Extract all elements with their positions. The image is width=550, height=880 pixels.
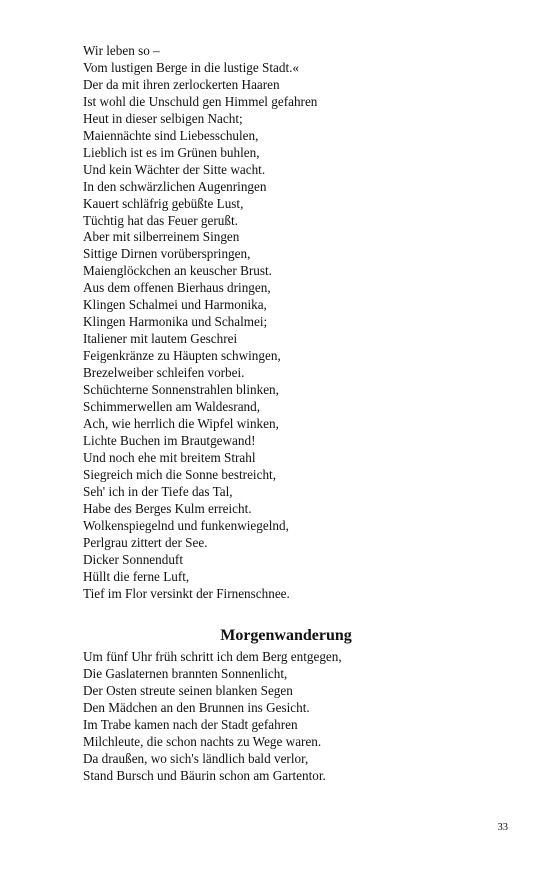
poem-line: Milchleute, die schon nachts zu Wege waren. — [83, 733, 322, 749]
poem-line: Perlgrau zittert der See. — [83, 534, 208, 550]
poem-line: Dicker Sonnenduft — [83, 551, 183, 567]
poem-line: Vom lustigen Berge in die lustige Stadt.« — [83, 59, 299, 75]
poem-line: Sittige Dirnen vorüberspringen, — [83, 246, 251, 262]
poem-line: Italiener mit lautem Geschrei — [83, 331, 238, 347]
poem-line: Ach, wie herrlich die Wipfel winken, — [83, 415, 279, 431]
poem-line: Stand Bursch und Bäurin schon am Gartentor. — [83, 767, 326, 783]
poem-line: Feigenkränze zu Häupten schwingen, — [83, 348, 281, 364]
poem-line: Ist wohl die Unschuld gen Himmel gefahren — [83, 93, 318, 109]
poem-line: Hüllt die ferne Luft, — [83, 568, 190, 584]
poem-line: Aber mit silberreinem Singen — [83, 229, 240, 245]
poem-line: Tüchtig hat das Feuer gerußt. — [83, 212, 238, 228]
poem-line: Aus dem offenen Bierhaus dringen, — [83, 280, 271, 296]
poem-line: Da draußen, wo sich's ländlich bald verlor, — [83, 750, 309, 766]
poem-line: Um fünf Uhr früh schritt ich dem Berg entgegen, — [83, 649, 342, 664]
poem-line: Habe des Berges Kulm erreicht. — [83, 500, 252, 516]
poem-line: Kauert schläfrig gebüßte Lust, — [83, 195, 244, 211]
poem-line: Lieblich ist es im Grünen buhlen, — [83, 144, 260, 160]
poem-line: Seh' ich in der Tiefe das Tal, — [83, 483, 233, 499]
poem-line: Brezelweiber schleifen vorbei. — [83, 365, 245, 381]
poem-title: Morgenwanderung — [220, 627, 352, 644]
poem-line: Wolkenspiegelnd und funkenwiegelnd, — [83, 517, 289, 533]
poem-line: Wir leben so – — [83, 43, 160, 58]
poem-line: Lichte Buchen im Brautgewand! — [83, 432, 256, 448]
poem-line: Den Mädchen an den Brunnen ins Gesicht. — [83, 699, 310, 715]
poem-line: Im Trabe kamen nach der Stadt gefahren — [83, 716, 298, 732]
poem-line: Heut in dieser selbigen Nacht; — [83, 110, 243, 126]
poem-line: Und noch ehe mit breitem Strahl — [83, 449, 256, 465]
poem-continuation — [83, 43, 317, 602]
page-number: 33 — [497, 822, 508, 833]
poem-line: Maiennächte sind Liebesschulen, — [83, 127, 259, 143]
poem-morgenwanderung-text — [83, 649, 342, 785]
poem-line: Schimmerwellen am Waldesrand, — [83, 399, 261, 415]
poem-line: In den schwärzlichen Augenringen — [83, 178, 267, 194]
poem-line: Der Osten streute seinen blanken Segen — [83, 682, 293, 698]
poem-line: Klingen Harmonika und Schalmei; — [83, 314, 268, 330]
poem-line: Siegreich mich die Sonne bestreicht, — [83, 466, 276, 482]
poem-line: Schüchterne Sonnenstrahlen blinken, — [83, 382, 279, 398]
poem-line: Und kein Wächter der Sitte wacht. — [83, 161, 266, 177]
poem-line: Der da mit ihren zerlockerten Haaren — [83, 76, 280, 92]
poem-line: Klingen Schalmei und Harmonika, — [83, 297, 267, 313]
poem-line: Die Gaslaternen brannten Sonnenlicht, — [83, 665, 288, 681]
poem-line: Tief im Flor versinkt der Firnenschnee. — [83, 585, 290, 601]
poem-line: Maienglöckchen an keuscher Brust. — [83, 263, 272, 279]
